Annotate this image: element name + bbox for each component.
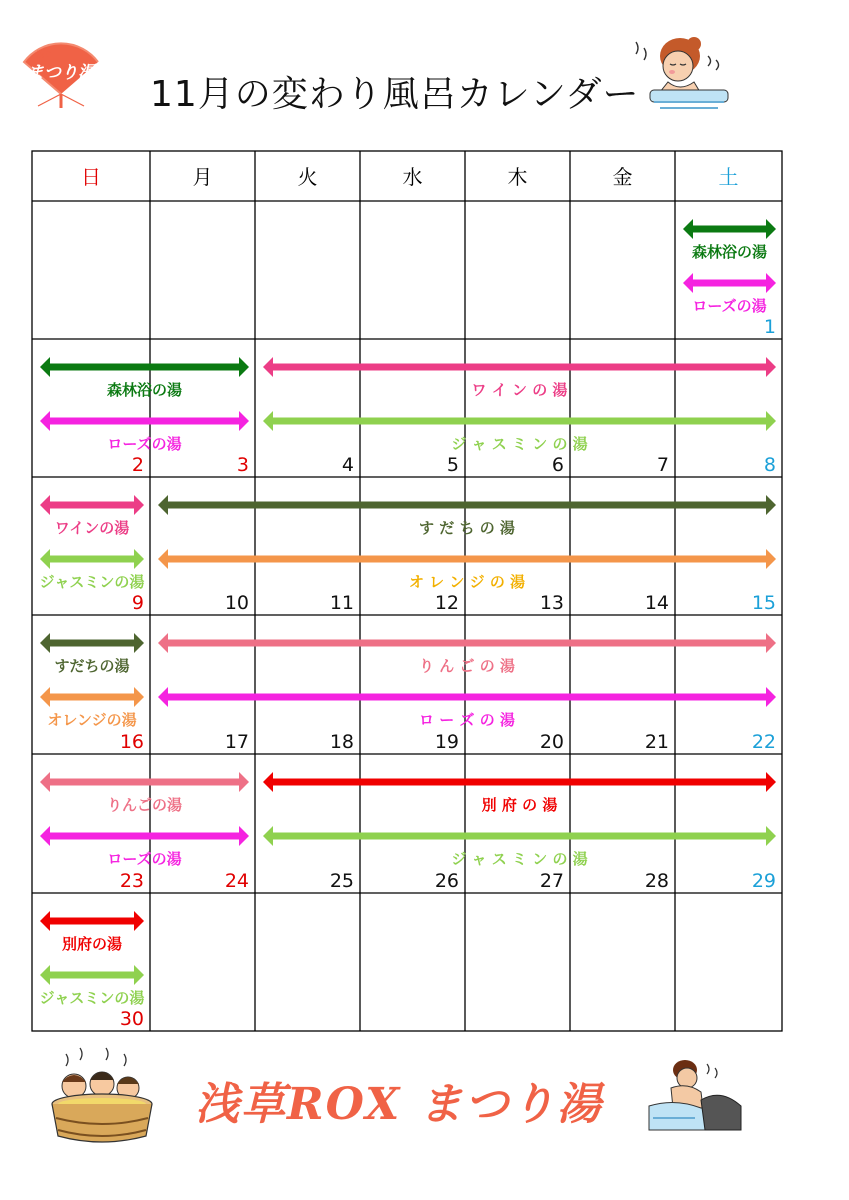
- bath-label: 森林浴の湯: [106, 381, 183, 399]
- day-number: 1: [763, 316, 776, 338]
- footer-brand: 浅草ROX まつり湯: [195, 1079, 603, 1130]
- bath-arrow: [40, 772, 249, 792]
- bath-label: ローズの湯: [107, 850, 182, 868]
- bath-arrow: [40, 965, 144, 985]
- bath-label: りんごの湯: [106, 796, 183, 814]
- day-number: 16: [119, 731, 144, 753]
- day-number: 17: [224, 731, 249, 753]
- bath-arrow: [263, 826, 776, 846]
- bath-arrow: [158, 687, 776, 707]
- day-number: 15: [751, 592, 776, 614]
- day-number: 23: [119, 870, 144, 892]
- weekday-header: 金: [612, 165, 633, 189]
- bath-label: す だ ち の 湯: [419, 519, 515, 537]
- bath-arrow: [40, 411, 249, 431]
- day-number: 4: [341, 454, 354, 476]
- logo-small-text: 浅草: [36, 50, 52, 59]
- weekday-header: 土: [718, 165, 739, 189]
- day-number: 22: [751, 731, 776, 753]
- logo-text: まつり湯: [27, 63, 95, 83]
- day-number: 12: [434, 592, 459, 614]
- bath-arrow: [683, 273, 776, 293]
- family-tub-icon: [44, 1044, 164, 1144]
- day-number: 7: [656, 454, 669, 476]
- day-number: 18: [329, 731, 354, 753]
- bath-arrow: [158, 549, 776, 569]
- day-number: 13: [539, 592, 564, 614]
- day-number: 9: [131, 592, 144, 614]
- bath-arrow: [683, 219, 776, 239]
- weekday-header: 日: [81, 165, 101, 189]
- bath-label: ジャスミンの湯: [39, 989, 145, 1007]
- bath-arrow: [263, 411, 776, 431]
- day-number: 24: [224, 870, 249, 892]
- bath-arrow: [40, 357, 249, 377]
- bath-label: ジャスミンの湯: [39, 573, 145, 591]
- day-number: 20: [539, 731, 564, 753]
- bath-label: ワ イ ン の 湯: [471, 381, 568, 399]
- day-number: 8: [763, 454, 776, 476]
- bath-label: 別府の湯: [61, 935, 123, 953]
- bath-arrow: [158, 495, 776, 515]
- day-number: 6: [551, 454, 564, 476]
- day-number: 19: [434, 731, 459, 753]
- weekday-header: 火: [297, 165, 318, 189]
- day-number: 2: [131, 454, 144, 476]
- bath-label: ローズの湯: [107, 435, 182, 453]
- bath-arrow: [40, 549, 144, 569]
- bath-label: ジ ャ ス ミ ン の 湯: [451, 850, 588, 868]
- day-number: 29: [751, 870, 776, 892]
- calendar-gridlines: [32, 151, 782, 1031]
- bath-arrow: [40, 826, 249, 846]
- bath-label: すだちの湯: [54, 657, 130, 675]
- bath-arrow: [263, 357, 776, 377]
- bath-arrow: [263, 772, 776, 792]
- bath-label: オレンジの湯: [47, 711, 137, 729]
- page-title: 11月の変わり風呂カレンダー: [150, 74, 640, 115]
- bath-arrow: [40, 633, 144, 653]
- day-number: 3: [236, 454, 249, 476]
- bath-label: り ん ご の 湯: [419, 657, 515, 675]
- day-number: 30: [119, 1008, 144, 1030]
- day-number: 25: [329, 870, 354, 892]
- bath-arrow: [40, 495, 144, 515]
- weekday-header: 月: [192, 165, 213, 189]
- day-number: 28: [644, 870, 669, 892]
- bath-arrow: [40, 687, 144, 707]
- bath-label: オ レ ン ジ の 湯: [408, 573, 526, 591]
- day-number: 11: [329, 592, 354, 614]
- bath-label: ワインの湯: [54, 519, 130, 537]
- weekday-header: 水: [402, 165, 423, 189]
- day-number: 26: [434, 870, 459, 892]
- day-number: 21: [644, 731, 669, 753]
- day-number: 5: [446, 454, 459, 476]
- onsen-woman-icon: [645, 1052, 745, 1132]
- day-number: 14: [644, 592, 669, 614]
- bath-label: ジ ャ ス ミ ン の 湯: [451, 435, 588, 453]
- bath-arrow: [40, 911, 144, 931]
- bath-label: ローズの湯: [692, 297, 767, 315]
- bath-arrow: [158, 633, 776, 653]
- bath-label: ロ ー ズ の 湯: [419, 711, 515, 729]
- day-number: 27: [539, 870, 564, 892]
- bath-label: 別 府 の 湯: [481, 796, 558, 814]
- day-number: 10: [224, 592, 249, 614]
- weekday-header: 木: [507, 165, 528, 189]
- bath-label: 森林浴の湯: [691, 243, 768, 261]
